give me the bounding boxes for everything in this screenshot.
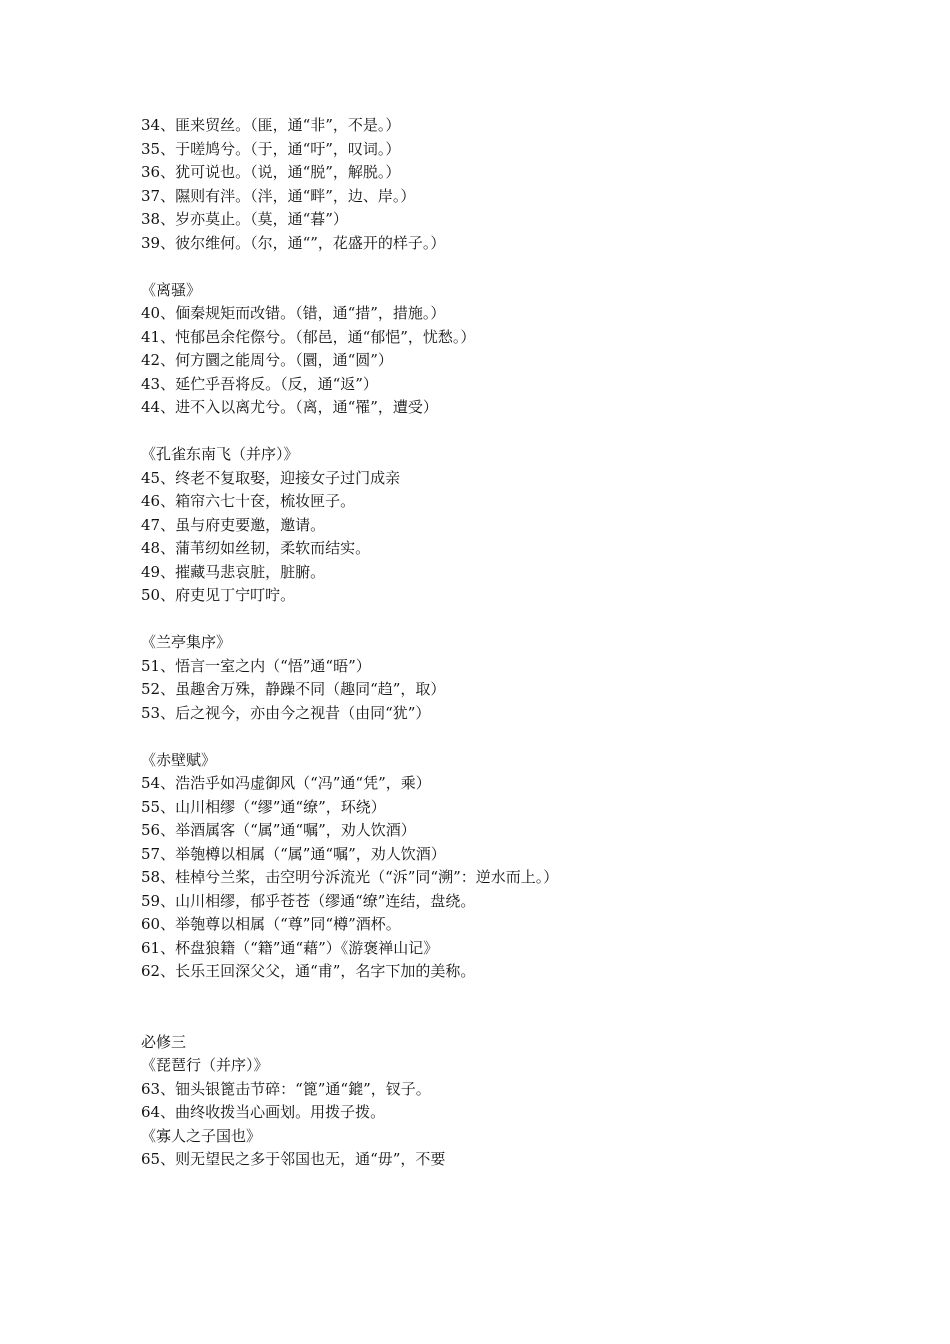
- text-line: 38、岁亦莫止。（莫，通“暮”）: [141, 210, 348, 228]
- text-group: [141, 443, 901, 608]
- text-line: 51、悟言一室之内（“悟”通“晤”）: [141, 656, 371, 675]
- text-line: 55、山川相缪（“缪”通“缭”，环绕）: [141, 797, 386, 816]
- text-line: 49、摧藏马悲哀脏，脏腑。: [141, 562, 326, 581]
- section-block: [141, 1031, 901, 1172]
- section-heading: 《寡人之子国也》: [141, 1126, 262, 1145]
- text-group: [141, 631, 901, 725]
- text-line: 42、何方圜之能周兮。（圜，通“圆”）: [141, 351, 393, 369]
- text-line: 56、举酒属客（“属”通“嘱”，劝人饮酒）: [141, 821, 416, 839]
- text-line: 40、偭秦规矩而改错。（错，通“措”，措施。）: [141, 304, 446, 322]
- text-line: 48、蒲苇纫如丝韧，柔软而结实。: [141, 539, 371, 557]
- text-line: 50、府吏见丁宁叮咛。: [141, 586, 296, 604]
- text-line: 53、后之视今，亦由今之视昔（由同“犹”）: [141, 703, 431, 722]
- text-line: 36、犹可说也。（说，通“脱”，解脱。）: [141, 163, 401, 181]
- section-heading: 《离骚》: [141, 280, 202, 299]
- text-line: 35、于嗟鸠兮。（于，通“吁”，叹词。）: [141, 139, 401, 158]
- text-line: 65、则无望民之多于邻国也无，通“毋”，不要: [141, 1150, 446, 1168]
- text-line: 62、长乐王回深父父，通“甫”，名字下加的美称。: [141, 962, 476, 980]
- text-line: 58、桂棹兮兰桨，击空明兮泝流光（“泝”同“溯”：逆水而上。）: [141, 868, 559, 886]
- text-line: 41、忳郁邑余侘傺兮。（郁邑，通“郁悒”，忧愁。）: [141, 327, 476, 346]
- text-line: 64、曲终收拨当心画划。用拨子拨。: [141, 1103, 386, 1121]
- text-line: 59、山川相缪，郁乎苍苍（缪通“缭”连结，盘绕。: [141, 891, 476, 910]
- text-group: [141, 749, 901, 984]
- text-group: [141, 114, 901, 255]
- text-line: 43、延伫乎吾将反。（反，通“返”）: [141, 374, 378, 393]
- text-group: [141, 279, 901, 420]
- text-line: 34、匪来贸丝。（匪，通“非”，不是。）: [141, 116, 401, 134]
- section-heading: 《兰亭集序》: [141, 633, 232, 651]
- text-line: 54、浩浩乎如冯虚御风（“冯”通“凭”，乘）: [141, 774, 431, 792]
- section-title: 必修三: [141, 1032, 187, 1051]
- text-line: 44、进不入以离尤兮。（离，通“罹”，遭受）: [141, 398, 438, 416]
- document-page: [141, 114, 901, 1172]
- section-heading: 《赤壁赋》: [141, 750, 217, 769]
- text-line: 46、箱帘六七十奁，梳妆匣子。: [141, 492, 356, 510]
- text-line: 61、杯盘狼籍（“籍”通“藉”）《游褒禅山记》: [141, 938, 439, 957]
- text-line: 63、钿头银篦击节碎：“篦”通“鎞”，钗子。: [141, 1079, 431, 1098]
- text-line: 60、举匏尊以相属（“尊”同“樽”酒杯。: [141, 915, 401, 933]
- text-line: 37、隰则有泮。（泮，通“畔”，边、岸。）: [141, 186, 416, 205]
- text-line: 45、终老不复取娶，迎接女子过门成亲: [141, 468, 401, 487]
- text-line: 47、虽与府吏要邀，邀请。: [141, 515, 326, 534]
- text-line: 52、虽趣舍万殊，静躁不同（趣同“趋”，取）: [141, 680, 446, 698]
- section-heading: 《孔雀东南飞（并序）》: [141, 445, 299, 463]
- section-heading: 《琵琶行（并序）》: [141, 1056, 269, 1074]
- text-line: 57、举匏樽以相属（“属”通“嘱”，劝人饮酒）: [141, 844, 446, 863]
- text-line: 39、彼尔维何。（尔，通“”，花盛开的样子。）: [141, 233, 446, 252]
